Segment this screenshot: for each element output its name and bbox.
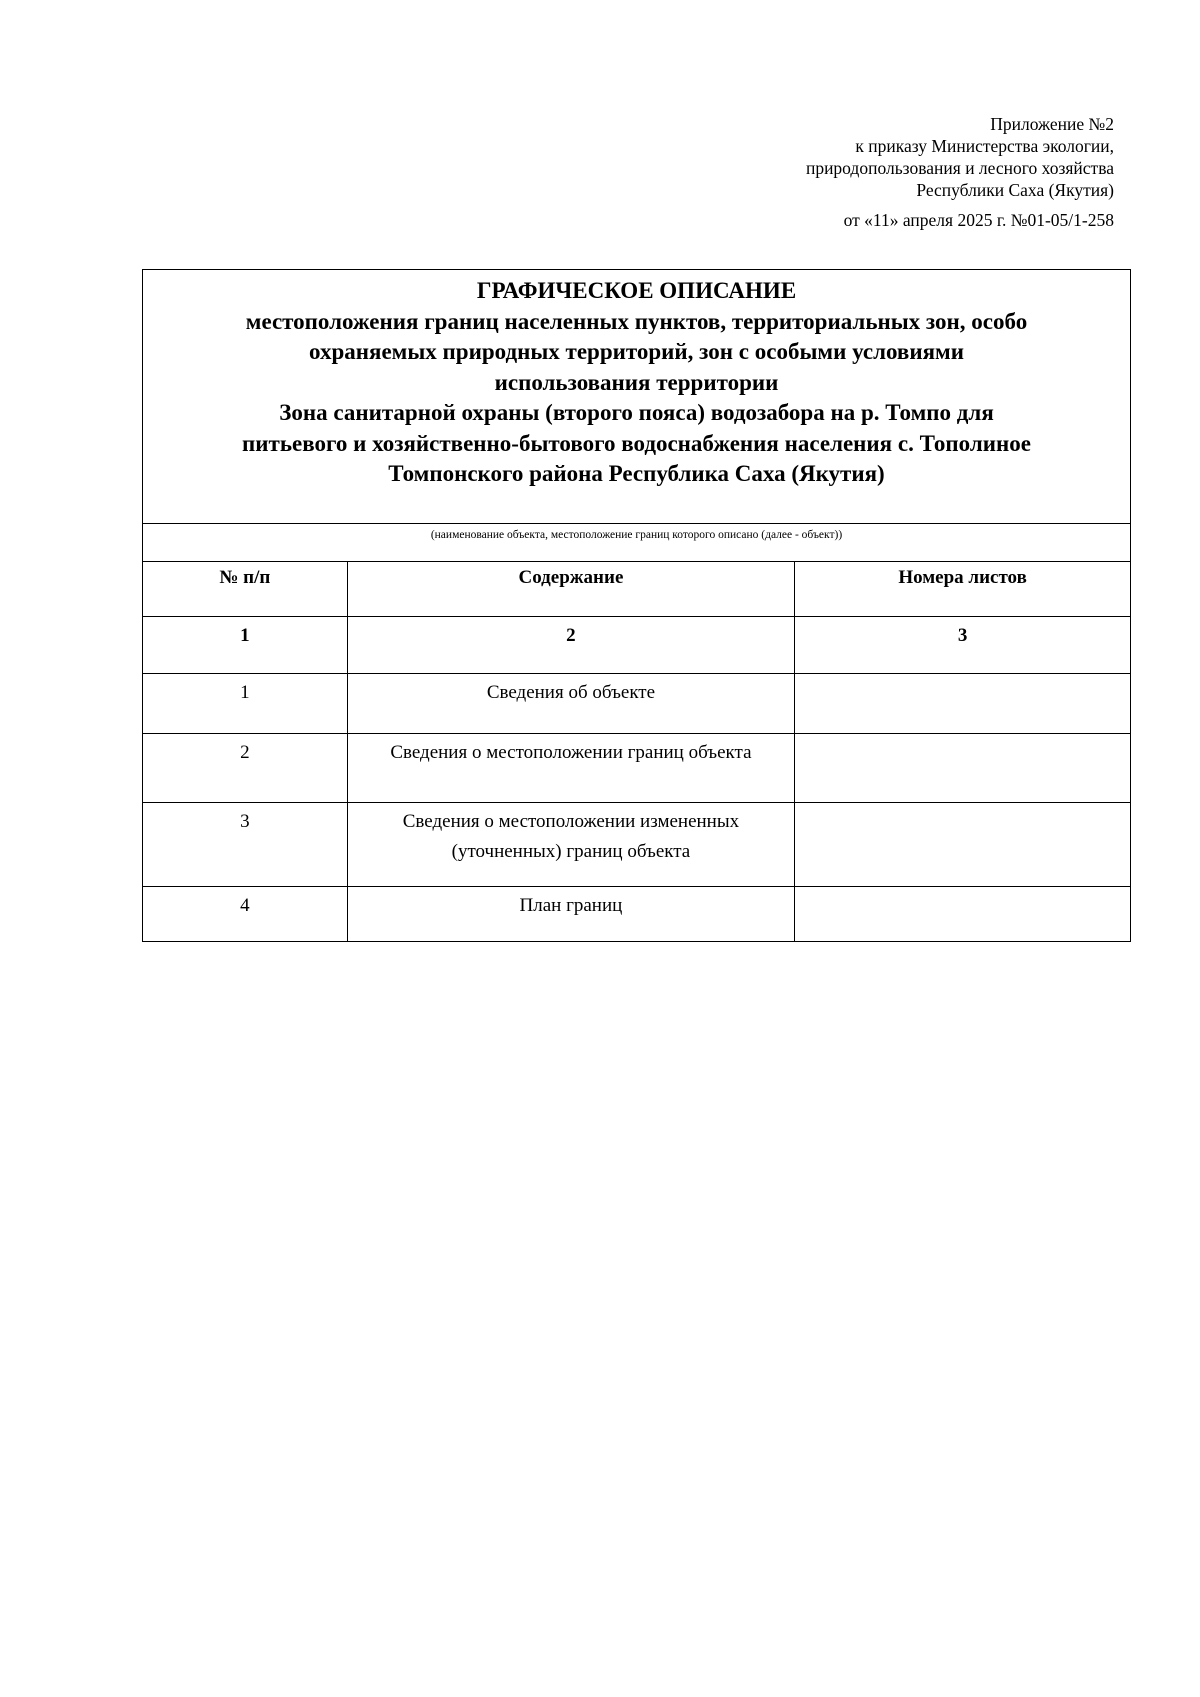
appendix-line: Республики Саха (Якутия)	[916, 180, 1114, 200]
row-number: 1	[143, 673, 347, 733]
object-name-line: Томпонского района Республика Саха (Якутия)	[388, 461, 885, 486]
object-name-line: Зона санитарной охраны (второго пояса) водозабора на р. Томпо для	[279, 400, 994, 425]
contents-table	[143, 562, 1130, 941]
row-sheets	[795, 673, 1130, 733]
row-number: 3	[143, 802, 347, 886]
header-content: Содержание	[347, 562, 794, 616]
title-line: охраняемых природных территорий, зон с особыми условиями	[309, 339, 964, 364]
document-title: ГРАФИЧЕСКОЕ ОПИСАНИЕ	[476, 278, 797, 303]
appendix-line: Приложение №2	[990, 114, 1114, 134]
appendix-line: к приказу Министерства экологии,	[855, 136, 1114, 156]
title-block	[143, 270, 1130, 524]
appendix-line: природопользования и лесного хозяйства	[805, 158, 1114, 178]
table-row	[143, 802, 1130, 886]
object-name-line: питьевого и хозяйственно-бытового водоснабжения населения с. Тополиное	[242, 430, 1031, 456]
row-content: План границ	[347, 886, 794, 941]
table-row	[143, 886, 1130, 941]
title-line: использования территории	[494, 369, 779, 395]
row-sheets	[795, 802, 1130, 886]
row-number: 2	[143, 733, 347, 802]
column-number: 3	[795, 616, 1130, 673]
column-number: 2	[347, 616, 794, 673]
object-note: (наименование объекта, местоположение границ которого описано (далее - объект))	[143, 524, 1130, 562]
row-content: Сведения об объекте	[347, 673, 794, 733]
table-row	[143, 733, 1130, 802]
title-line: местоположения границ населенных пунктов, территориальных зон, особо	[245, 308, 1028, 334]
table-header-row	[143, 562, 1130, 616]
table-row	[143, 673, 1130, 733]
row-content: Сведения о местоположении границ объекта	[347, 733, 794, 802]
row-number: 4	[143, 886, 347, 941]
header-sheets: Номера листов	[795, 562, 1130, 616]
graphic-description-form	[142, 269, 1131, 942]
appendix-block	[594, 113, 1114, 231]
column-number-row	[143, 616, 1130, 673]
row-content: Сведения о местоположении измененных (уточненных) границ объекта	[347, 802, 794, 886]
header-number: № п/п	[143, 562, 347, 616]
column-number: 1	[143, 616, 347, 673]
order-date-line: от «11» апреля 2025 г. №01-05/1-258	[843, 210, 1114, 230]
row-sheets	[795, 733, 1130, 802]
row-sheets	[795, 886, 1130, 941]
